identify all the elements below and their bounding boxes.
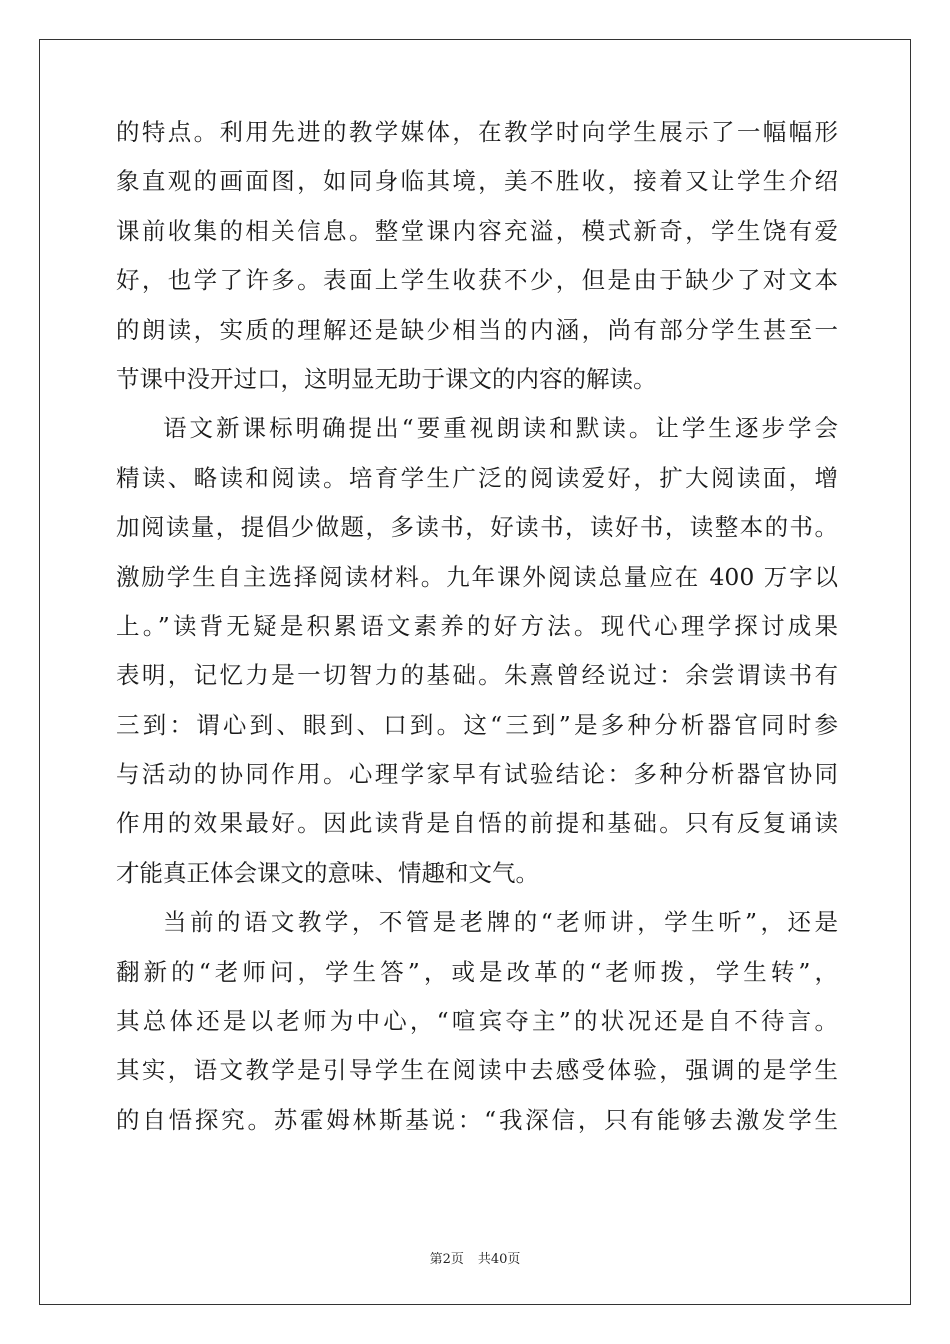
- paragraph-2-line-10: 才能真正体会课文的意味、情趣和文气。: [116, 858, 539, 887]
- document-body: [116, 108, 838, 1145]
- paragraph-2-line-8: 与活动的协同作用。心理学家早有试验结论：多种分析器官协同: [116, 760, 838, 789]
- paragraph-2-line-5: 上。”读背无疑是积累语文素养的好方法。现代心理学探讨成果: [116, 611, 838, 640]
- paragraph-3-line-1: 当前的语文教学，不管是老牌的“老师讲，学生听”，还是: [163, 908, 838, 937]
- paragraph-1-line-1: 的特点。利用先进的教学媒体，在教学时向学生展示了一幅幅形: [116, 118, 838, 146]
- paragraph-2-line-1: 语文新课标明确提出“要重视朗读和默读。让学生逐步学会: [163, 414, 838, 443]
- page-total: 共40页: [477, 1252, 521, 1267]
- paragraph-2-line-2: 精读、略读和阅读。培育学生广泛的阅读爱好，扩大阅读面，增: [116, 463, 838, 492]
- paragraph-1-line-6: 节课中没开过口，这明显无助于课文的内容的解读。: [116, 364, 657, 393]
- paragraph-1-line-4: 好，也学了许多。表面上学生收获不少，但是由于缺少了对文本: [116, 266, 838, 295]
- paragraph-2-line-9: 作用的效果最好。因此读背是自悟的前提和基础。只有反复诵读: [116, 809, 838, 838]
- paragraph-2-line-3: 加阅读量，提倡少做题，多读书，好读书，读好书，读整本的书。: [116, 513, 838, 542]
- paragraph-2-line-7: 三到：谓心到、眼到、口到。这“三到”是多种分析器官同时参: [116, 710, 838, 739]
- page-footer: [0, 1248, 950, 1267]
- paragraph-1-line-3: 课前收集的相关信息。整堂课内容充溢，模式新奇，学生饶有爱: [116, 216, 838, 245]
- paragraph-3-line-2: 翻新的“老师问，学生答”，或是改革的“老师拨，学生转”，: [116, 957, 838, 986]
- paragraph-2-line-4: 激励学生自主选择阅读材料。九年课外阅读总量应在 400 万字以: [116, 562, 838, 591]
- paragraph-3-line-5: 的自悟探究。苏霍姆林斯基说：“我深信，只有能够去激发学生: [116, 1105, 838, 1134]
- paragraph-3-line-3: 其总体还是以老师为中心，“喧宾夺主”的状况还是自不待言。: [116, 1007, 838, 1036]
- paragraph-1-line-5: 的朗读，实质的理解还是缺少相当的内涵，尚有部分学生甚至一: [116, 315, 838, 344]
- paragraph-1-line-2: 象直观的画面图，如同身临其境，美不胜收，接着又让学生介绍: [116, 167, 838, 196]
- page-number: 第2页: [429, 1252, 464, 1267]
- paragraph-2-line-6: 表明，记忆力是一切智力的基础。朱熹曾经说过：余尝谓读书有: [116, 661, 838, 690]
- paragraph-3-line-4: 其实，语文教学是引导学生在阅读中去感受体验，强调的是学生: [116, 1056, 838, 1085]
